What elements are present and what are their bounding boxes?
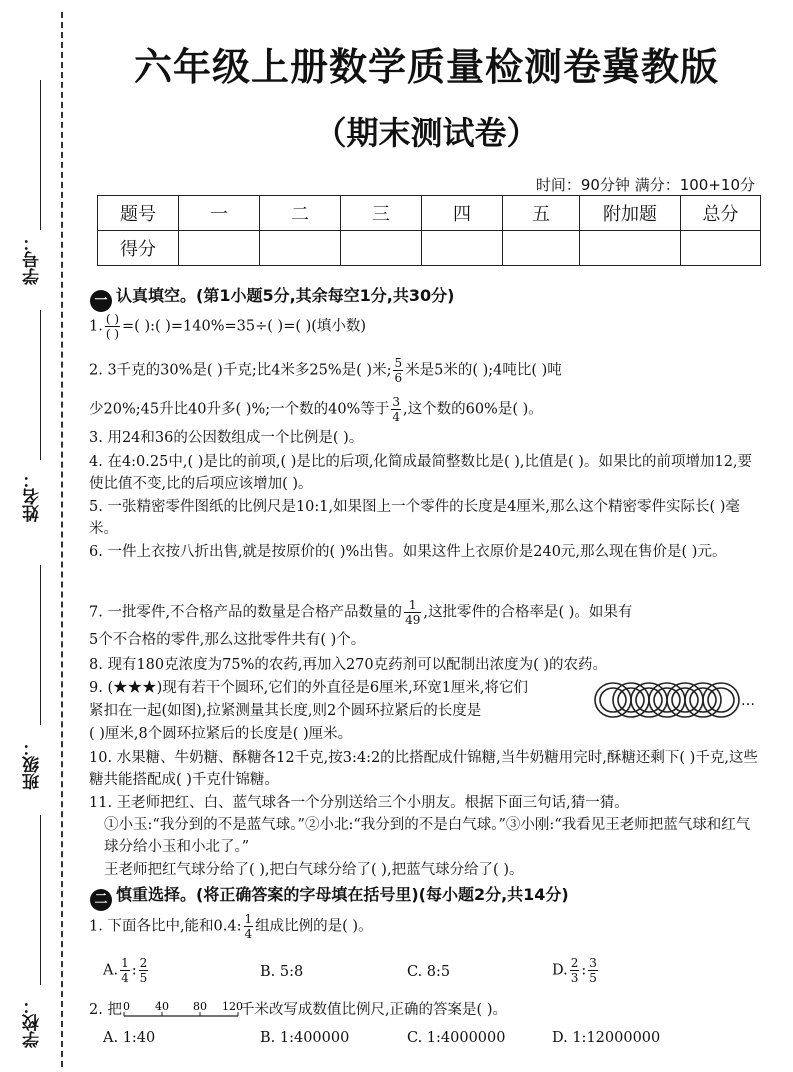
question-5: 5. 一张精密零件图纸的比例尺是10:1,如果图上一个零件的长度是4厘米,那么这个精密零件实际长( )毫米。 <box>89 499 740 537</box>
score-cell[interactable] <box>681 231 761 266</box>
question-text: 7. 一批零件,不合格产品的数量是合格产品数量的 <box>89 604 403 621</box>
denominator: 5 <box>139 971 148 985</box>
question-text: 1. 下面各比中,能和0.4: <box>89 918 242 935</box>
score-table <box>97 195 761 266</box>
numerator: 3 <box>589 956 597 970</box>
fraction <box>105 312 120 341</box>
score-cell[interactable] <box>422 231 503 266</box>
score-header-cell: 二 <box>260 196 341 231</box>
denominator: 3 <box>570 971 579 985</box>
choice-option-c[interactable]: C. 8:5 <box>407 964 451 980</box>
question-text: 少20%;45升比40升多( )%;一个数的40%等于 <box>89 401 390 418</box>
choice-option-a[interactable] <box>103 956 150 985</box>
cut-line <box>61 12 63 1067</box>
denominator: 4 <box>121 971 129 985</box>
exam-meta: 时间：90分钟 满分：100+10分 <box>535 176 755 194</box>
choice-option-d[interactable]: D. 1:12000000 <box>552 1030 661 1046</box>
score-header-cell: 五 <box>503 196 580 231</box>
score-header-cell: 总分 <box>681 196 761 231</box>
numerator: 2 <box>570 956 579 970</box>
page-title: 六年级上册数学质量检测卷冀教版 <box>133 45 719 89</box>
score-header-cell: 三 <box>341 196 422 231</box>
choice-option-c[interactable]: C. 1:4000000 <box>407 1030 506 1046</box>
section-2-badge: 二 <box>90 889 112 911</box>
choice-option-b[interactable]: B. 1:400000 <box>260 1030 350 1046</box>
question-8: 8. 现有180克浓度为75%的农药,再加入270克药剂可以配制出浓度为( )的农药。 <box>89 657 608 673</box>
question-2-line-1 <box>89 356 562 385</box>
line-scale-ruler <box>122 1000 243 1020</box>
rings-figure <box>593 680 753 720</box>
fraction <box>244 912 254 941</box>
fraction <box>570 956 580 985</box>
question-4: 4. 在4:0.25中,( )是比的前项,( )是比的后项,化简成最简整数比是( ),比值是( )。如果比的前项增加12,要使比值不变,比的后项应该增加( )。 <box>89 454 753 492</box>
question-6: 6. 一件上衣按八折出售,就是按原价的( )%出售。如果这件上衣原价是240元,那么现在售价是( )元。 <box>89 544 727 560</box>
fraction <box>404 598 421 627</box>
section-1-title: 认真填空。(第1小题5分,其余每空1分,共30分) <box>116 286 455 305</box>
numerator-blank[interactable]: ( ) <box>105 312 120 326</box>
page-subtitle: （期末测试卷） <box>314 114 539 152</box>
class-label: 班级： <box>23 739 43 790</box>
ring-chain <box>595 683 739 717</box>
section-1-heading <box>90 283 454 312</box>
fraction <box>139 956 149 985</box>
score-table-row <box>98 231 761 266</box>
score-table-header <box>98 196 761 231</box>
denominator: 5 <box>589 971 597 985</box>
choice-option-a[interactable]: A. 1:40 <box>103 1030 156 1046</box>
name-line[interactable] <box>40 310 41 460</box>
numerator: 2 <box>139 956 148 970</box>
ruler-tick-label: 80 <box>192 1000 207 1013</box>
question-text: 2. 把 <box>89 1002 122 1018</box>
score-cell[interactable] <box>179 231 260 266</box>
score-cell[interactable] <box>341 231 422 266</box>
score-row-label: 得分 <box>98 231 179 266</box>
denominator-blank[interactable]: ( ) <box>105 327 120 341</box>
question-number: 1. <box>89 318 103 335</box>
question-7-line-1 <box>89 598 632 627</box>
ratio-colon: : <box>581 962 587 979</box>
ruler-icon <box>122 1000 243 1020</box>
class-line[interactable] <box>40 565 41 725</box>
question-text: 千米改写成数值比例尺,正确的答案是( )。 <box>239 1002 507 1018</box>
question-10: 10. 水果糖、牛奶糖、酥糖各12千克,按3:4:2的比搭配成什锦糖,当牛奶糖用完时,酥糖还剩下( )千克,这些糖共能搭配成( )千克什锦糖。 <box>89 750 758 788</box>
ruler-tick-label: 120 <box>221 1000 243 1013</box>
choice-option-b[interactable]: B. 5:8 <box>260 964 304 980</box>
numerator: 1 <box>121 956 129 970</box>
question-11-answer: 王老师把红气球分给了( ),把白气球分给了( ),把蓝气球分给了( )。 <box>104 862 524 878</box>
score-cell[interactable] <box>580 231 681 266</box>
question-text: =( ):( )=140%=35÷( )=( )(填小数) <box>122 318 367 335</box>
numerator: 3 <box>392 395 400 409</box>
numerator: 1 <box>244 912 253 926</box>
binding-margin <box>0 0 72 1072</box>
section-1-badge: 一 <box>90 290 112 312</box>
fraction <box>391 395 401 424</box>
student-id-label: 学号： <box>23 234 43 285</box>
ellipsis-icon: … <box>741 693 755 709</box>
question-2-line-2 <box>89 395 543 424</box>
school-label: 学校： <box>23 997 43 1048</box>
score-header-cell: 四 <box>422 196 503 231</box>
option-letter: A. <box>103 962 119 979</box>
score-header-cell: 一 <box>179 196 260 231</box>
option-letter: D. <box>552 962 568 979</box>
name-label: 姓名： <box>23 471 43 522</box>
question-9-line-1: 9. (★★★)现有若干个圆环,它们的外直径是6厘米,环宽1厘米,将它们 <box>89 680 529 696</box>
denominator: 6 <box>394 371 403 385</box>
student-id-line[interactable] <box>40 80 41 230</box>
denominator: 4 <box>392 410 400 424</box>
denominator: 49 <box>405 613 421 627</box>
ruler-tick-label: 40 <box>154 1000 169 1013</box>
score-cell[interactable] <box>260 231 341 266</box>
question-3: 3. 用24和36的公因数组成一个比例是( )。 <box>89 430 364 446</box>
numerator: 5 <box>394 356 403 370</box>
fraction <box>120 956 130 985</box>
fraction <box>393 356 403 385</box>
question-text: ,这批零件的合格率是( )。如果有 <box>423 604 633 621</box>
choice-question-2 <box>89 1000 507 1020</box>
score-header-cell: 附加题 <box>580 196 681 231</box>
fraction <box>588 956 598 985</box>
ratio-colon: : <box>131 962 137 979</box>
question-text: ,这个数的60%是( )。 <box>402 401 543 418</box>
question-text: 2. 3千克的30%是( )千克;比4米多25%是( )米; <box>89 362 392 379</box>
question-7-line-2: 5个不合格的零件,那么这批零件共有( )个。 <box>89 632 366 648</box>
numerator: 1 <box>404 598 421 613</box>
section-2-title: 慎重选择。(将正确答案的字母填在括号里)(每小题2分,共14分) <box>116 885 569 904</box>
question-9-line-2: 紧扣在一起(如图),拉紧测量其长度,则2个圆环拉紧后的长度是 <box>89 703 482 719</box>
question-9-line-3: ( )厘米,8个圆环拉紧后的长度是( )厘米。 <box>89 726 353 742</box>
denominator: 4 <box>244 927 253 941</box>
choice-question-1 <box>89 912 373 941</box>
score-cell[interactable] <box>503 231 580 266</box>
school-line[interactable] <box>40 815 41 985</box>
question-text: 组成比例的是( )。 <box>255 918 373 935</box>
question-1 <box>89 312 366 341</box>
question-11-clues: ①小玉:“我分到的不是蓝气球。”②小北:“我分到的不是白气球。”③小刚:“我看见王老师把蓝气球和红气球分给小玉和小北了。” <box>104 817 751 855</box>
score-header-cell: 题号 <box>98 196 179 231</box>
section-2-heading <box>90 882 569 911</box>
choice-option-d[interactable] <box>552 956 600 985</box>
question-text: 米是5米的( );4吨比( )吨 <box>405 362 562 379</box>
ruler-tick-label: 0 <box>122 1000 130 1013</box>
question-11-intro: 11. 王老师把红、白、蓝气球各一个分别送给三个小朋友。根据下面三句话,猜一猜。 <box>89 795 629 811</box>
